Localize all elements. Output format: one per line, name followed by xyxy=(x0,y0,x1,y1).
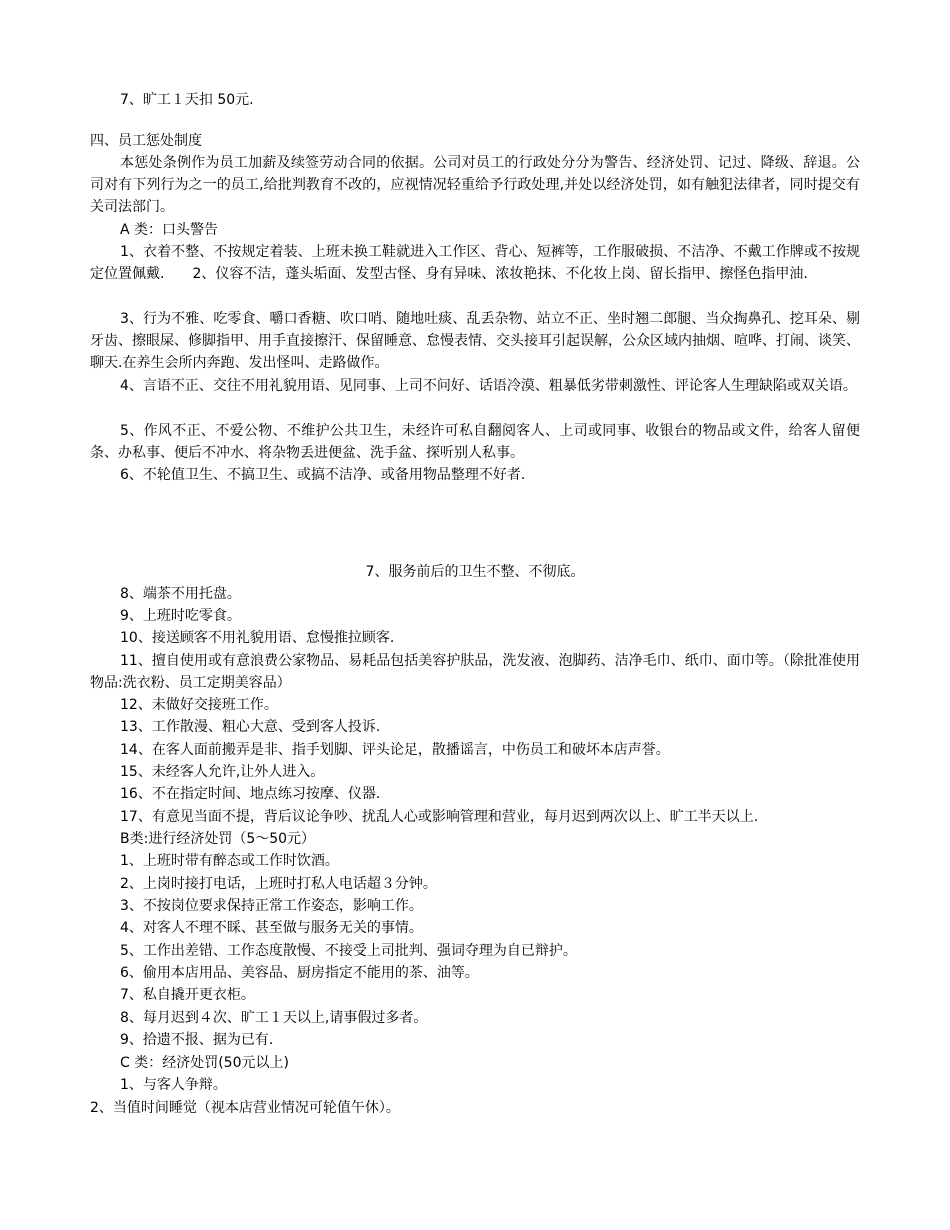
b-item-3: 3、不按岗位要求保持正常工作姿态，影响工作。 xyxy=(120,898,423,914)
a-item-1-2: 1、衣着不整、不按规定着装、上班未换工鞋就进入工作区、背心、短裤等，工作服破损、不洁净、不戴工作牌或不按规定位置佩戴. 2、仪容不洁，蓬头垢面、发型古怪、身有异味、浓妆艳抹、不化妆上岗、留长指甲、擦怪色指甲油. xyxy=(90,244,860,282)
class-c-title: C 类：经济处罚(50元以上) xyxy=(120,1055,289,1071)
c-item-2: 2、当值时间睡觉（视本店营业情况可轮值午休）。 xyxy=(90,1100,400,1116)
a-item-11: 11、擅自使用或有意浪费公家物品、易耗品包括美容护肤品，洗发液、泡脚药、洁净毛巾、纸巾、面巾等。（除批准使用物品:洗衣粉、员工定期美容品） xyxy=(90,653,860,691)
a-item-10: 10、接送顾客不用礼貌用语、怠慢推拉顾客. xyxy=(120,630,395,646)
b-item-2: 2、上岗时接打电话，上班时打私人电话超３分钟。 xyxy=(120,876,437,892)
class-a-title: A 类：口头警告 xyxy=(120,222,219,238)
a-item-17: 17、有意见当面不提，背后议论争吵、扰乱人心或影响管理和营业，每月迟到两次以上、旷工半天以上. xyxy=(120,809,759,825)
a-item-6: 6、不轮值卫生、不搞卫生、或搞不洁净、或备用物品整理不好者. xyxy=(120,467,526,483)
b-item-7: 7、私自撬开更衣柜。 xyxy=(120,987,255,1003)
a-item-5: 5、作风不正、不爱公物、不维护公共卫生，未经许可私自翻阅客人、上司或同事、收银台的物品或文件，给客人留便条、办私事、便后不冲水、将杂物丢进便盆、洗手盆、探听别人私事。 xyxy=(90,423,860,461)
absence-penalty-line: 7、旷工１天扣 50元. xyxy=(120,92,254,108)
section-title: 四、员工惩处制度 xyxy=(90,133,202,149)
a-item-9: 9、上班时吃零食。 xyxy=(120,608,241,624)
c-item-1: 1、与客人争辩。 xyxy=(120,1077,227,1093)
a-item-12: 12、未做好交接班工作。 xyxy=(120,697,278,713)
a-item-16: 16、不在指定时间、地点练习按摩、仪器. xyxy=(120,786,381,802)
b-item-4: 4、对客人不理不睬、甚至做与服务无关的事情。 xyxy=(120,920,423,936)
b-item-1: 1、上班时带有醉态或工作时饮酒。 xyxy=(120,853,339,869)
b-item-6: 6、偷用本店用品、美容品、厨房指定不能用的茶、油等。 xyxy=(120,965,479,981)
a-item-15: 15、未经客人允许,让外人进入。 xyxy=(120,764,325,780)
a-item-13: 13、工作散漫、粗心大意、受到客人投诉. xyxy=(120,719,381,735)
a-item-3: 3、行为不雅、吃零食、嚼口香糖、吹口哨、随地吐痰、乱丢杂物、站立不正、坐时翘二郎腿、当众掏鼻孔、挖耳朵、剔牙齿、擦眼屎、修脚指甲、用手直接擦汗、保留睡意、怠慢表情、交头接耳引起误解，公众区域内抽烟、喧哗、打闹、谈笑、聊天.在养生会所内奔跑、发出怪叫、走路做作。 xyxy=(90,311,860,371)
b-item-9: 9、拾遗不报、据为已有. xyxy=(120,1032,274,1048)
a-item-4: 4、言语不正、交往不用礼貌用语、见同事、上司不问好、话语冷漠、粗暴低劣带刺激性、评论客人生理缺陷或双关语。 xyxy=(120,378,857,394)
b-item-5: 5、工作出差错、工作态度散慢、不接受上司批判、强词夺理为自已辩护。 xyxy=(120,943,577,959)
a-item-14: 14、在客人面前搬弄是非、指手划脚、评头论足，散播谣言，中伤员工和破坏本店声誉。 xyxy=(120,742,670,758)
class-b-title: B类:进行经济处罚（5～50元） xyxy=(120,831,316,847)
intro-paragraph: 本惩处条例作为员工加薪及续签劳动合同的依据。公司对员工的行政处分分为警告、经济处罚、记过、降级、辞退。公司对有下列行为之一的员工,给批判教育不改的，应视情况轻重给予行政处理,并处以经济处罚，如有触犯法律者，同时提交有关司法部门。 xyxy=(90,155,860,215)
a-item-7: 7、服务前后的卫生不整、不彻底。 xyxy=(365,564,585,580)
a-item-8: 8、端茶不用托盘。 xyxy=(120,586,241,602)
b-item-8: 8、每月迟到４次、旷工１天以上,请事假过多者。 xyxy=(120,1010,428,1026)
